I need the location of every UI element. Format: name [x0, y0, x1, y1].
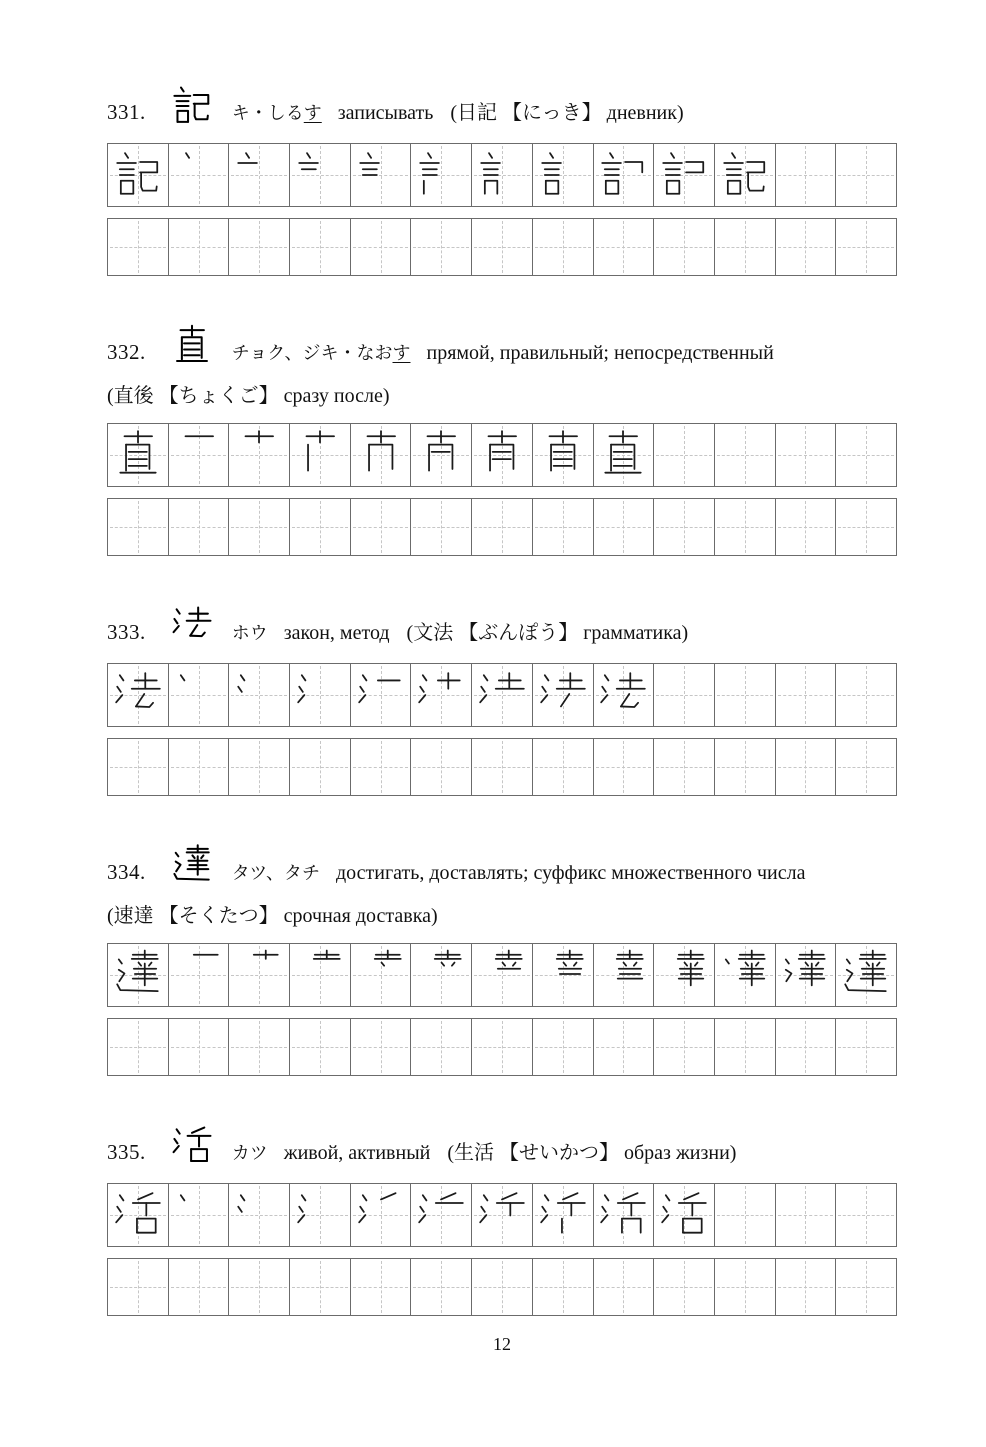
reference-kanji-cell — [107, 663, 169, 727]
entry-example: (直後 【ちょくご】 сразу после) — [107, 385, 390, 407]
stroke-order-cell — [168, 943, 230, 1007]
stroke-order-cell — [471, 1183, 533, 1247]
stroke-order-cell — [532, 1183, 594, 1247]
practice-cell — [593, 1018, 655, 1076]
practice-cell — [350, 1258, 412, 1316]
practice-cell — [410, 1018, 472, 1076]
practice-cell — [168, 498, 230, 556]
practice-cell — [107, 498, 169, 556]
stroke-order-cell — [593, 943, 655, 1007]
stroke-order-cell — [471, 943, 533, 1007]
entry-reading — [232, 623, 268, 643]
stroke-order-cell — [228, 423, 290, 487]
stroke-order-cell — [410, 943, 472, 1007]
practice-cell — [289, 498, 351, 556]
entry-example: (生活 【せいかつ】 образ жизни) — [442, 1142, 737, 1164]
entry-kanji — [170, 84, 214, 128]
practice-cell — [835, 738, 897, 796]
entry-reading — [232, 1143, 268, 1163]
reading-segment: す — [392, 343, 411, 363]
practice-cell — [471, 218, 533, 276]
reading-segment: チョク、ジキ・なお — [231, 343, 393, 363]
stroke-order-cell — [410, 143, 472, 207]
practice-cell — [593, 498, 655, 556]
empty-cell — [653, 423, 715, 487]
empty-cell — [714, 423, 776, 487]
entry-kanji — [170, 604, 214, 648]
stroke-order-cell — [532, 143, 594, 207]
stroke-order-cell — [593, 1183, 655, 1247]
entry-meaning: достигать, доставлять; суффикс множественного числа — [335, 862, 806, 884]
empty-cell — [714, 1183, 776, 1247]
practice-cell — [653, 1258, 715, 1316]
practice-cell — [775, 1018, 837, 1076]
entry-header — [107, 844, 897, 888]
stroke-order-grid — [107, 663, 897, 727]
entry-number: 333. — [107, 620, 146, 644]
stroke-order-cell — [350, 663, 412, 727]
entry-number: 331. — [107, 100, 146, 124]
practice-cell — [168, 738, 230, 796]
stroke-order-cell — [228, 943, 290, 1007]
stroke-order-cell — [289, 423, 351, 487]
stroke-order-cell — [714, 143, 776, 207]
practice-cell — [168, 1258, 230, 1316]
practice-cell — [350, 1018, 412, 1076]
kanji-entry — [107, 844, 897, 1076]
practice-cell — [714, 498, 776, 556]
practice-grid — [107, 1258, 897, 1316]
practice-cell — [593, 1258, 655, 1316]
practice-cell — [107, 1018, 169, 1076]
stroke-order-cell — [471, 143, 533, 207]
stroke-order-cell — [289, 943, 351, 1007]
reference-kanji-cell — [107, 423, 169, 487]
practice-cell — [410, 498, 472, 556]
entry-meaning: живой, активный — [283, 1142, 431, 1164]
practice-cell — [714, 1018, 776, 1076]
practice-cell — [410, 738, 472, 796]
stroke-order-cell — [350, 143, 412, 207]
practice-cell — [714, 1258, 776, 1316]
practice-cell — [532, 1258, 594, 1316]
practice-cell — [289, 1018, 351, 1076]
practice-cell — [653, 498, 715, 556]
practice-cell — [168, 1018, 230, 1076]
stroke-order-cell — [835, 943, 897, 1007]
practice-cell — [168, 218, 230, 276]
stroke-order-cell — [168, 423, 230, 487]
stroke-order-cell — [350, 1183, 412, 1247]
practice-cell — [532, 1018, 594, 1076]
entry-reading — [232, 103, 322, 123]
entry-reading — [232, 343, 411, 363]
practice-cell — [593, 218, 655, 276]
reading-segment: タツ、タチ — [231, 863, 320, 883]
practice-cell — [471, 498, 533, 556]
practice-cell — [471, 1018, 533, 1076]
practice-cell — [532, 498, 594, 556]
practice-cell — [714, 738, 776, 796]
empty-cell — [775, 663, 837, 727]
practice-cell — [593, 738, 655, 796]
stroke-order-cell — [471, 663, 533, 727]
stroke-order-grid — [107, 423, 897, 487]
practice-cell — [471, 738, 533, 796]
empty-cell — [775, 143, 837, 207]
practice-cell — [775, 498, 837, 556]
entry-kanji — [170, 1124, 214, 1168]
entry-header — [107, 604, 897, 648]
entry-kanji — [170, 324, 214, 368]
page-number: 12 — [493, 1334, 511, 1354]
empty-cell — [835, 663, 897, 727]
empty-cell — [835, 1183, 897, 1247]
stroke-order-cell — [228, 143, 290, 207]
empty-cell — [835, 143, 897, 207]
stroke-order-cell — [593, 663, 655, 727]
practice-grid — [107, 498, 897, 556]
stroke-order-cell — [532, 663, 594, 727]
stroke-order-cell — [410, 663, 472, 727]
entry-header — [107, 1124, 897, 1168]
practice-cell — [107, 218, 169, 276]
practice-cell — [835, 218, 897, 276]
practice-cell — [410, 218, 472, 276]
reading-segment: キ・しる — [231, 103, 304, 123]
kanji-entry — [107, 604, 897, 796]
empty-cell — [653, 663, 715, 727]
reading-segment: す — [303, 103, 322, 123]
entry-example: (速達 【そくたつ】 срочная доставка) — [107, 905, 438, 927]
stroke-order-grid — [107, 943, 897, 1007]
practice-cell — [653, 738, 715, 796]
stroke-order-cell — [168, 1183, 230, 1247]
practice-grid — [107, 1018, 897, 1076]
practice-cell — [107, 1258, 169, 1316]
practice-cell — [532, 738, 594, 796]
entry-number: 332. — [107, 340, 146, 364]
practice-cell — [228, 218, 290, 276]
practice-cell — [410, 1258, 472, 1316]
practice-cell — [835, 1018, 897, 1076]
stroke-order-cell — [410, 423, 472, 487]
practice-cell — [714, 218, 776, 276]
practice-cell — [228, 1258, 290, 1316]
stroke-order-cell — [289, 663, 351, 727]
stroke-order-cell — [471, 423, 533, 487]
stroke-order-cell — [532, 943, 594, 1007]
stroke-order-cell — [228, 1183, 290, 1247]
practice-cell — [653, 1018, 715, 1076]
stroke-order-grid — [107, 143, 897, 207]
empty-cell — [775, 1183, 837, 1247]
entry-example: (日記 【にっき】 дневник) — [445, 102, 684, 124]
practice-cell — [532, 218, 594, 276]
stroke-order-cell — [228, 663, 290, 727]
reading-segment: ホウ — [231, 623, 268, 643]
stroke-order-cell — [593, 143, 655, 207]
practice-cell — [289, 218, 351, 276]
stroke-order-cell — [168, 143, 230, 207]
stroke-order-cell — [653, 143, 715, 207]
stroke-order-cell — [350, 423, 412, 487]
stroke-order-cell — [714, 943, 776, 1007]
entry-kanji — [170, 844, 214, 888]
entry-meaning: записывать — [337, 102, 434, 124]
stroke-order-cell — [289, 143, 351, 207]
practice-cell — [653, 218, 715, 276]
stroke-order-cell — [775, 943, 837, 1007]
practice-cell — [228, 1018, 290, 1076]
stroke-order-cell — [350, 943, 412, 1007]
practice-cell — [228, 498, 290, 556]
practice-cell — [835, 498, 897, 556]
entry-meaning: закон, метод — [283, 622, 390, 644]
kanji-entries-list — [107, 84, 897, 1316]
practice-cell — [289, 1258, 351, 1316]
entry-number: 334. — [107, 860, 146, 884]
reference-kanji-cell — [107, 143, 169, 207]
empty-cell — [835, 423, 897, 487]
stroke-order-cell — [593, 423, 655, 487]
entry-header — [107, 324, 897, 368]
practice-cell — [350, 218, 412, 276]
entry-example: (文法 【ぶんぽう】 грамматика) — [401, 622, 689, 644]
practice-cell — [350, 738, 412, 796]
entry-reading — [232, 863, 320, 883]
entry-header — [107, 84, 897, 128]
practice-cell — [471, 1258, 533, 1316]
practice-cell — [228, 738, 290, 796]
empty-cell — [775, 423, 837, 487]
stroke-order-cell — [653, 943, 715, 1007]
reference-kanji-cell — [107, 943, 169, 1007]
stroke-order-grid — [107, 1183, 897, 1247]
stroke-order-cell — [289, 1183, 351, 1247]
practice-cell — [775, 738, 837, 796]
practice-cell — [835, 1258, 897, 1316]
stroke-order-cell — [653, 1183, 715, 1247]
stroke-order-cell — [410, 1183, 472, 1247]
kanji-entry — [107, 1124, 897, 1316]
practice-cell — [350, 498, 412, 556]
reference-kanji-cell — [107, 1183, 169, 1247]
stroke-order-cell — [532, 423, 594, 487]
stroke-order-cell — [168, 663, 230, 727]
entry-meaning: прямой, правильный; непосредственный — [426, 342, 774, 364]
practice-cell — [775, 218, 837, 276]
practice-cell — [775, 1258, 837, 1316]
reading-segment: カツ — [231, 1143, 268, 1163]
kanji-entry — [107, 324, 897, 556]
practice-cell — [107, 738, 169, 796]
practice-grid — [107, 738, 897, 796]
practice-grid — [107, 218, 897, 276]
empty-cell — [714, 663, 776, 727]
practice-cell — [289, 738, 351, 796]
kanji-entry — [107, 84, 897, 276]
entry-number: 335. — [107, 1140, 146, 1164]
